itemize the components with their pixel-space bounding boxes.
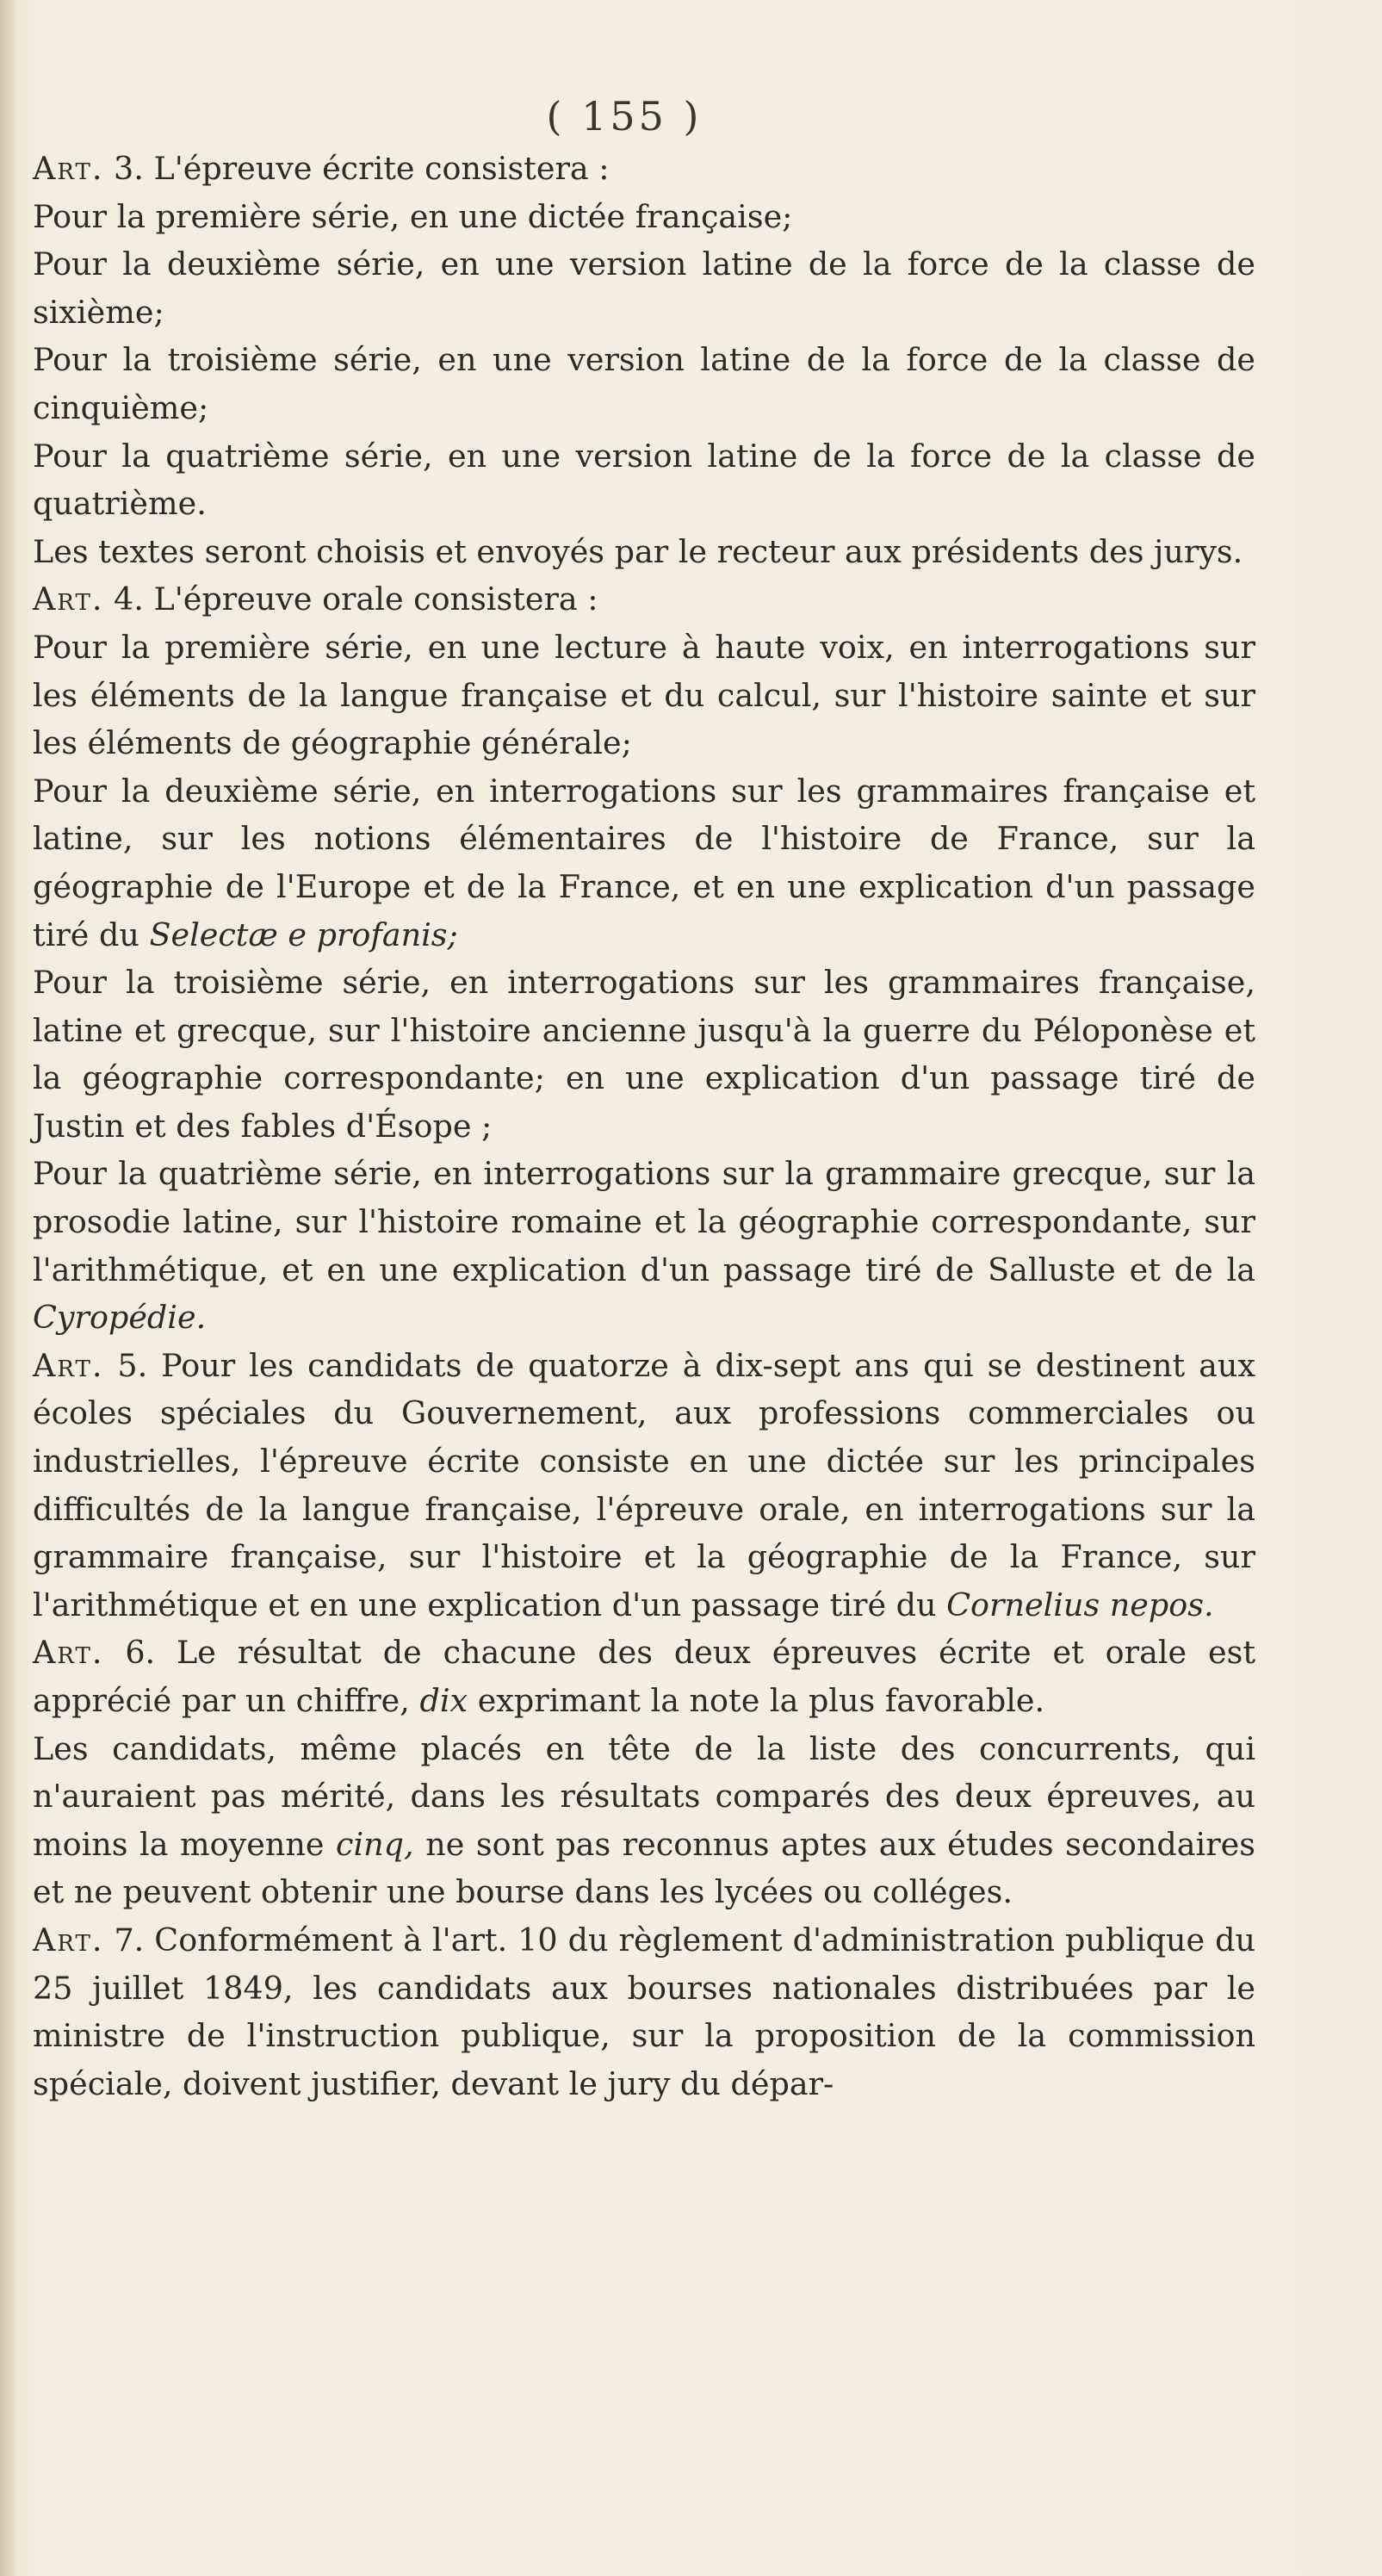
paragraph-art-7: Art. 7. Conformément à l'art. 10 du règlement d'administration publique du 25 juillet 1849, les candidats aux bourses nationales distribuées par le ministre de l'instruction publique, sur la proposition de la commission spéciale, doivent justifier, devant le jury du dépar- [33,1921,1255,2102]
article-label: Art. [33,580,104,618]
page-number: ( 155 ) [546,93,703,140]
italic-title: Selectæ e profanis; [149,916,458,953]
paragraph: Pour la troisième série, en une version latine de la force de la classe de cinquième; [33,341,1255,426]
page-text [33,145,1255,2107]
article-label: Art. [33,1346,104,1384]
paragraph-art-4: Art. 4. L'épreuve orale consistera : [33,580,598,618]
paragraph: Pour la troisième série, en interrogations sur les grammaires française, latine et grecque, sur l'histoire ancienne jusqu'à la guerre du Péloponèse et la géographie correspondante; en une explication d'un passage tiré de Justin et des fables d'Ésope ; [33,964,1255,1145]
article-label: Art. [33,150,104,187]
italic-word: dix [419,1682,468,1719]
paragraph: Pour la quatrième série, en une version latine de la force de la classe de quatrième. [33,437,1255,523]
paragraph: Pour la quatrième série, en interrogations sur la grammaire grecque, sur la prosodie latine, sur l'histoire romaine et la géographie correspondante, sur l'arithmétique, et en une explication d'un passage tiré de Salluste et de la Cyropédie. [33,1155,1255,1337]
italic-title: Cornelius nepos. [946,1586,1214,1623]
page-gutter [0,0,15,2576]
paragraph: Les textes seront choisis et envoyés par le recteur aux présidents des jurys. [33,532,1243,570]
paragraph: Pour la deuxième série, en une version latine de la force de la classe de sixième; [33,245,1255,331]
paragraph: Les candidats, même placés en tête de la liste des concurrents, qui n'auraient pas mérité, dans les résultats comparés des deux épreuves, au moins la moyenne cinq, ne sont pas reconnus aptes aux études secondaires et ne peuvent obtenir une bourse dans les lycées ou colléges. [33,1729,1255,1911]
article-label: Art. [33,1921,104,1958]
paragraph: Pour la deuxième série, en interrogations sur les grammaires française et latine, sur les notions élémentaires de l'histoire de France, sur la géographie de l'Europe et de la France, et en une explication d'un passage tiré du Selectæ e profanis; [33,772,1255,953]
paragraph-art-6: Art. 6. Le résultat de chacune des deux épreuves écrite et orale est apprécié par un chiffre, dix exprimant la note la plus favorable. [33,1634,1255,1719]
paragraph: Pour la première série, en une lecture à haute voix, en interrogations sur les éléments de la langue française et du calcul, sur l'histoire sainte et sur les éléments de géographie générale; [33,628,1255,762]
article-label: Art. [33,1634,104,1672]
italic-title: Cyropédie. [33,1299,207,1337]
paragraph-art-3: Art. 3. L'épreuve écrite consistera : [33,150,610,187]
italic-word: cinq, [336,1825,414,1863]
paragraph-art-5: Art. 5. Pour les candidats de quatorze à dix-sept ans qui se destinent aux écoles spéciales du Gouvernement, aux professions commerciales ou industrielles, l'épreuve écrite consiste en une dictée sur les principales difficultés de la langue française, l'épreuve orale, en interrogations sur la grammaire française, sur l'histoire et la géographie de la France, sur l'arithmétique et en une explication d'un passage tiré du Cornelius nepos. [33,1346,1255,1623]
paragraph: Pour la première série, en une dictée française; [33,197,793,235]
